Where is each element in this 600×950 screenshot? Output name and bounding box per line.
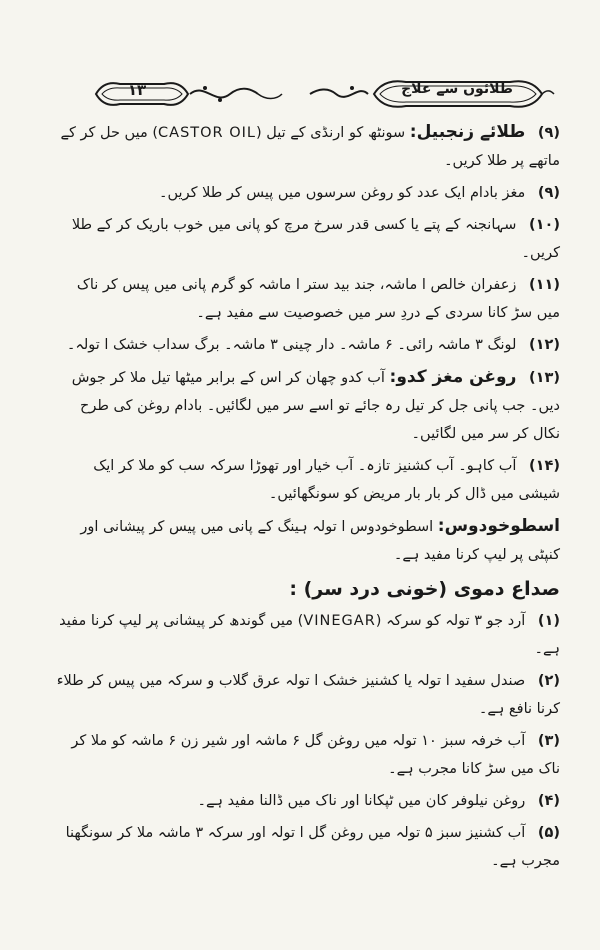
- item-number: (۱۰): [529, 217, 560, 233]
- remedy-13-pumpkin-oil: [50, 363, 560, 448]
- remedy-text-cont: میں حل کر کے ماتھے پر طلا کریں۔: [60, 125, 560, 169]
- sanguine-remedy-3: [50, 727, 560, 783]
- page-header: [90, 74, 556, 114]
- item-number: (۳): [537, 733, 560, 749]
- remedy-text: سہانجنہ کے پتے یا کسی قدر سرخ مرچ کو پانی میں خوب باریک کر کے طلا کریں۔: [71, 217, 560, 261]
- item-number: (۵): [537, 825, 560, 841]
- remedy-text: سونٹھ کو ارنڈی کے تیل: [266, 125, 406, 141]
- remedy-text: روغن نیلوفر کان میں ٹپکانا اور ناک میں ڈالنا مفید ہے۔: [197, 793, 526, 809]
- remedy-heading: طلائے زنجبیل:: [409, 122, 526, 142]
- item-number: (۱۱): [529, 277, 560, 293]
- remedy-text: آرد جو ۳ تولہ کو سرکہ: [386, 613, 526, 629]
- page-content: [50, 118, 560, 879]
- remedy-ustukhuddus: [50, 512, 560, 569]
- remedy-text: آب کشنیز سبز ۵ تولہ میں روغن گل ا تولہ اور سرکہ ۳ ماشہ ملا کر سونگھنا مجرب ہے۔: [65, 825, 560, 869]
- item-number: (۹): [537, 125, 560, 141]
- remedy-12: [50, 331, 560, 359]
- remedy-text-cont: میں گوندھ کر پیشانی پر لیپ کرنا مفید ہے۔: [59, 613, 560, 657]
- remedy-text: مغز بادام ایک عدد کو روغن سرسوں میں پیس کر طلا کریں۔: [159, 185, 526, 201]
- remedy-9-ginger: [50, 118, 560, 175]
- sanguine-remedy-5: [50, 819, 560, 875]
- item-number: (۲): [537, 673, 560, 689]
- item-number: (۹): [537, 185, 560, 201]
- item-number: (۱۲): [529, 337, 560, 353]
- section-title: صداع دموی (خونی درد سر) :: [289, 578, 560, 600]
- latin-term: (CASTOR OIL): [152, 125, 262, 141]
- sanguine-remedy-4: [50, 787, 560, 815]
- latin-term: (VINEGAR): [297, 613, 382, 629]
- remedy-text: اسطوخودوس ا تولہ ہینگ کے پانی میں پیس کر پیشانی اور کنپٹی پر لیپ کرنا مفید ہے۔: [80, 519, 560, 563]
- remedy-text: آب کاہو۔ آب کشنیز تازہ۔ آب خیار اور تھوڑا سرکہ سب کو ملا کر ایک شیشی میں ڈال کر بار بار مریض کو سونگھائیں۔: [93, 458, 560, 502]
- remedy-text: آب کدو چھان کر اس کے برابر میٹھا تیل ملا کر جوش دیں۔ جب پانی جل کر تیل رہ جائے تو اسے سر میں لگائیں۔ بادام روغن کی طرح نکال کر سر میں لگائیں۔: [71, 370, 560, 442]
- item-number: (۴): [537, 793, 560, 809]
- remedy-text: آب خرفہ سبز ۱۰ تولہ میں روغن گل ۶ ماشہ اور شیر زن ۶ ماشہ کو ملا کر ناک میں سڑ کانا مجرب ہے۔: [71, 733, 560, 777]
- item-number: (۱): [537, 613, 560, 629]
- remedy-11: [50, 271, 560, 327]
- item-number: (۱۳): [529, 370, 560, 386]
- remedy-text: لونگ ۳ ماشہ رائی۔ ۶ ماشہ۔ دار چینی ۳ ماشہ۔ برگ سداب خشک ا تولہ۔: [66, 337, 517, 353]
- item-number: (۱۴): [529, 458, 560, 474]
- remedy-14: [50, 452, 560, 508]
- running-title: طلائوں سے علاج: [401, 81, 513, 97]
- remedy-10: [50, 211, 560, 267]
- remedy-heading: اسطوخودوس:: [437, 516, 560, 536]
- sanguine-remedy-1: [50, 607, 560, 663]
- remedy-heading: روغن مغز کدو:: [389, 367, 517, 387]
- remedy-9-almond: [50, 179, 560, 207]
- page-number: ۱۳: [127, 81, 147, 99]
- sanguine-remedy-2: [50, 667, 560, 723]
- remedy-text: زعفران خالص ا ماشہ، جند بید ستر ا ماشہ کو گرم پانی میں پیس کر ناک میں سڑ کانا سردی کے دردِ سر میں خصوصیت سے مفید ہے۔: [76, 277, 560, 321]
- remedy-text: صندل سفید ا تولہ یا کشنیز خشک ا تولہ عرق گلاب و سرکہ میں پیس کر طلاء کرنا نافع ہے۔: [56, 673, 560, 717]
